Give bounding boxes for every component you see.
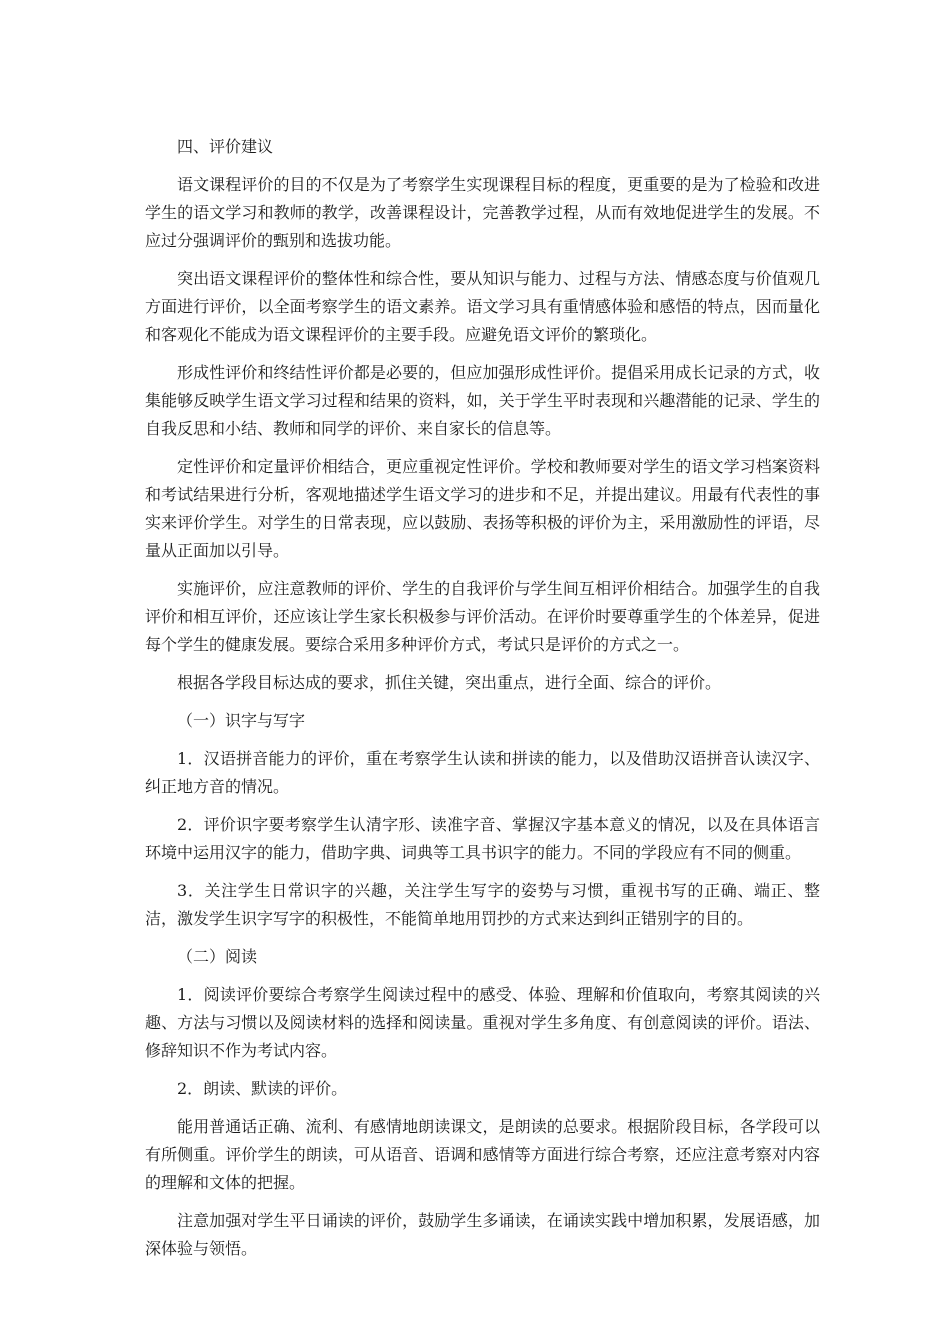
subsection-title-reading: （二）阅读 [177, 947, 258, 966]
list-item: 1．阅读评价要综合考察学生阅读过程中的感受、体验、理解和价值取向，考察其阅读的兴趣、方法与习惯以及阅读材料的选择和阅读量。重视对学生多角度、有创意阅读的评价。语法、修辞知识不作为考试内容。 [145, 985, 820, 1060]
paragraph: 形成性评价和终结性评价都是必要的，但应加强形成性评价。提倡采用成长记录的方式，收集能够反映学生语文学习过程和结果的资料，如，关于学生平时表现和兴趣潜能的记录、学生的自我反思和小结、教师和同学的评价、来自家长的信息等。 [145, 363, 820, 438]
paragraph: 实施评价，应注意教师的评价、学生的自我评价与学生间互相评价相结合。加强学生的自我评价和相互评价，还应该让学生家长积极参与评价活动。在评价时要尊重学生的个体差异，促进每个学生的健康发展。要综合采用多种评价方式，考试只是评价的方式之一。 [145, 579, 820, 654]
list-item: 1．汉语拼音能力的评价，重在考察学生认读和拼读的能力，以及借助汉语拼音认读汉字、纠正地方音的情况。 [145, 749, 820, 796]
paragraph: 突出语文课程评价的整体性和综合性，要从知识与能力、过程与方法、情感态度与价值观几方面进行评价，以全面考察学生的语文素养。语文学习具有重情感体验和感悟的特点，因而量化和客观化不能成为语文课程评价的主要手段。应避免语文评价的繁琐化。 [145, 269, 820, 344]
section-title: 四、评价建议 [177, 137, 274, 156]
paragraph: 注意加强对学生平日诵读的评价，鼓励学生多诵读，在诵读实践中增加积累，发展语感，加深体验与领悟。 [145, 1211, 820, 1258]
paragraph: 定性评价和定量评价相结合，更应重视定性评价。学校和教师要对学生的语文学习档案资料和考试结果进行分析，客观地描述学生语文学习的进步和不足，并提出建议。用最有代表性的事实来评价学生。对学生的日常表现，应以鼓励、表扬等积极的评价为主，采用激励性的评语，尽量从正面加以引导。 [145, 457, 820, 560]
paragraph: 能用普通话正确、流利、有感情地朗读课文，是朗读的总要求。根据阶段目标，各学段可以有所侧重。评价学生的朗读，可从语音、语调和感情等方面进行综合考察，还应注意考察对内容的理解和文体的把握。 [145, 1117, 820, 1192]
subsection-title-literacy: （一）识字与写字 [177, 711, 306, 730]
document-body [145, 133, 820, 1273]
list-item: 2．朗读、默读的评价。 [177, 1079, 348, 1098]
list-item: 3．关注学生日常识字的兴趣，关注学生写字的姿势与习惯，重视书写的正确、端正、整洁，激发学生识字写字的积极性，不能简单地用罚抄的方式来达到纠正错别字的目的。 [145, 881, 820, 928]
paragraph: 语文课程评价的目的不仅是为了考察学生实现课程目标的程度，更重要的是为了检验和改进学生的语文学习和教师的教学，改善课程设计，完善教学过程，从而有效地促进学生的发展。不应过分强调评价的甄别和选拔功能。 [145, 175, 820, 250]
list-item: 2．评价识字要考察学生认清字形、读准字音、掌握汉字基本意义的情况，以及在具体语言环境中运用汉字的能力，借助字典、词典等工具书识字的能力。不同的学段应有不同的侧重。 [145, 815, 820, 862]
paragraph: 根据各学段目标达成的要求，抓住关键，突出重点，进行全面、综合的评价。 [177, 673, 722, 692]
